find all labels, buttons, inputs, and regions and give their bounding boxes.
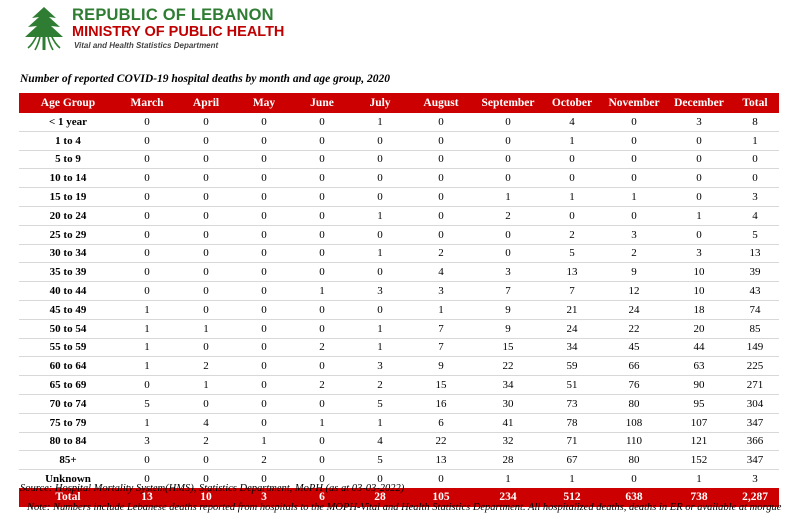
total-cell: 6 xyxy=(293,488,351,507)
value-cell: 0 xyxy=(203,285,209,298)
value-cell: 1 xyxy=(569,191,575,204)
value-cell: 24 xyxy=(566,322,578,335)
value-cell: 5 xyxy=(752,228,758,241)
value-cell: 0 xyxy=(319,247,325,260)
footnote: Note: Numbers include Lebanese deaths reported from hospitals to the MOPH-Vital and Health Statistics Department. All hospitalized deaths, deaths in ER or available at morgue xyxy=(27,502,782,513)
ministry-header xyxy=(22,4,284,60)
value-cell: 4 xyxy=(377,435,383,448)
value-cell: 0 xyxy=(377,303,383,316)
value-cell: 0 xyxy=(261,153,267,166)
value-cell: 5 xyxy=(569,247,575,260)
table-row xyxy=(19,113,779,131)
value-cell: 0 xyxy=(319,322,325,335)
table-row xyxy=(19,394,779,413)
value-cell: 0 xyxy=(505,247,511,260)
column-header: October xyxy=(543,93,601,113)
value-cell: 5 xyxy=(144,397,150,410)
value-cell: 0 xyxy=(438,153,444,166)
value-cell: 0 xyxy=(203,134,209,147)
value-cell: 3 xyxy=(696,247,702,260)
age-group-cell: 35 to 39 xyxy=(49,266,87,279)
value-cell: 0 xyxy=(203,397,209,410)
value-cell: 1 xyxy=(505,191,511,204)
value-cell: 2 xyxy=(203,435,209,448)
value-cell: 30 xyxy=(502,397,514,410)
value-cell: 0 xyxy=(631,153,637,166)
value-cell: 0 xyxy=(203,115,209,128)
value-cell: 71 xyxy=(566,435,578,448)
table-row xyxy=(19,225,779,244)
column-header: Age Group xyxy=(19,93,117,113)
value-cell: 1 xyxy=(505,473,511,486)
value-cell: 21 xyxy=(566,303,578,316)
value-cell: 2 xyxy=(438,247,444,260)
value-cell: 2 xyxy=(261,454,267,467)
value-cell: 59 xyxy=(566,360,578,373)
value-cell: 0 xyxy=(261,322,267,335)
value-cell: 0 xyxy=(144,247,150,260)
table-title: Number of reported COVID-19 hospital deaths by month and age group, 2020 xyxy=(20,73,390,85)
value-cell: 13 xyxy=(566,266,578,279)
value-cell: 43 xyxy=(749,285,761,298)
value-cell: 347 xyxy=(746,416,764,429)
table-row xyxy=(19,169,779,188)
value-cell: 1 xyxy=(144,322,150,335)
value-cell: 7 xyxy=(438,322,444,335)
total-cell: 738 xyxy=(667,488,731,507)
value-cell: 110 xyxy=(625,435,643,448)
value-cell: 2 xyxy=(319,379,325,392)
value-cell: 1 xyxy=(377,341,383,354)
value-cell: 0 xyxy=(377,473,383,486)
value-cell: 0 xyxy=(319,360,325,373)
value-cell: 8 xyxy=(752,115,758,128)
age-group-cell: 10 to 14 xyxy=(49,172,87,185)
value-cell: 0 xyxy=(377,134,383,147)
value-cell: 4 xyxy=(569,115,575,128)
table-row xyxy=(19,300,779,319)
value-cell: 0 xyxy=(438,115,444,128)
age-group-cell: 20 to 24 xyxy=(49,209,87,222)
total-label: Total xyxy=(19,488,117,507)
table-row xyxy=(19,432,779,451)
value-cell: 67 xyxy=(566,454,578,467)
value-cell: 1 xyxy=(377,247,383,260)
value-cell: 22 xyxy=(502,360,514,373)
value-cell: 0 xyxy=(144,209,150,222)
value-cell: 15 xyxy=(502,341,514,354)
value-cell: 3 xyxy=(752,473,758,486)
value-cell: 28 xyxy=(502,454,514,467)
value-cell: 0 xyxy=(377,191,383,204)
value-cell: 0 xyxy=(631,209,637,222)
value-cell: 7 xyxy=(438,341,444,354)
value-cell: 44 xyxy=(693,341,705,354)
value-cell: 13 xyxy=(435,454,447,467)
value-cell: 0 xyxy=(203,153,209,166)
value-cell: 0 xyxy=(377,172,383,185)
value-cell: 0 xyxy=(505,172,511,185)
value-cell: 1 xyxy=(144,341,150,354)
value-cell: 271 xyxy=(746,379,764,392)
age-group-cell: 55 to 59 xyxy=(49,341,87,354)
value-cell: 0 xyxy=(144,228,150,241)
value-cell: 0 xyxy=(696,153,702,166)
table-row xyxy=(19,282,779,301)
value-cell: 1 xyxy=(696,473,702,486)
value-cell: 0 xyxy=(438,172,444,185)
source-note: Source: Hospital Mortality System(HMS), Statistics Department, MoPH (as at 03-03-2022) xyxy=(20,483,405,494)
value-cell: 1 xyxy=(377,416,383,429)
value-cell: 0 xyxy=(261,228,267,241)
table-body xyxy=(19,113,779,488)
value-cell: 0 xyxy=(319,115,325,128)
value-cell: 22 xyxy=(628,322,640,335)
value-cell: 0 xyxy=(203,303,209,316)
value-cell: 0 xyxy=(569,172,575,185)
value-cell: 0 xyxy=(144,285,150,298)
total-cell: 2,287 xyxy=(731,488,779,507)
age-group-cell: 70 to 74 xyxy=(49,397,87,410)
value-cell: 63 xyxy=(693,360,705,373)
cedar-tree-logo xyxy=(22,4,66,52)
value-cell: 0 xyxy=(696,191,702,204)
value-cell: 7 xyxy=(505,285,511,298)
total-cell: 638 xyxy=(601,488,667,507)
value-cell: 10 xyxy=(693,266,705,279)
header-row xyxy=(19,93,779,113)
value-cell: 9 xyxy=(505,322,511,335)
total-cell: 512 xyxy=(543,488,601,507)
value-cell: 0 xyxy=(438,228,444,241)
age-group-cell: 25 to 29 xyxy=(49,228,87,241)
age-group-cell: 1 to 4 xyxy=(55,134,81,147)
value-cell: 10 xyxy=(693,285,705,298)
value-cell: 1 xyxy=(203,379,209,392)
age-group-cell: 75 to 79 xyxy=(49,416,87,429)
value-cell: 3 xyxy=(377,360,383,373)
value-cell: 1 xyxy=(631,191,637,204)
value-cell: 0 xyxy=(752,153,758,166)
value-cell: 85 xyxy=(749,322,761,335)
value-cell: 22 xyxy=(435,435,447,448)
value-cell: 225 xyxy=(746,360,764,373)
age-group-cell: 50 to 54 xyxy=(49,322,87,335)
age-group-cell: Unknown xyxy=(45,473,91,486)
value-cell: 0 xyxy=(505,228,511,241)
value-cell: 0 xyxy=(631,172,637,185)
table-row xyxy=(19,338,779,357)
value-cell: 0 xyxy=(319,191,325,204)
value-cell: 78 xyxy=(566,416,578,429)
value-cell: 0 xyxy=(261,379,267,392)
age-group-cell: 40 to 44 xyxy=(49,285,87,298)
value-cell: 0 xyxy=(319,228,325,241)
value-cell: 0 xyxy=(319,266,325,279)
value-cell: 108 xyxy=(625,416,643,429)
table-row xyxy=(19,451,779,470)
column-header: July xyxy=(351,93,409,113)
age-group-cell: 65 to 69 xyxy=(49,379,87,392)
value-cell: 121 xyxy=(690,435,708,448)
value-cell: 4 xyxy=(203,416,209,429)
total-cell: 234 xyxy=(473,488,543,507)
value-cell: 3 xyxy=(631,228,637,241)
total-cell: 28 xyxy=(351,488,409,507)
value-cell: 1 xyxy=(319,416,325,429)
value-cell: 0 xyxy=(319,209,325,222)
value-cell: 304 xyxy=(746,397,764,410)
value-cell: 66 xyxy=(628,360,640,373)
value-cell: 0 xyxy=(261,397,267,410)
value-cell: 0 xyxy=(569,209,575,222)
total-cell: 3 xyxy=(235,488,293,507)
value-cell: 76 xyxy=(628,379,640,392)
value-cell: 0 xyxy=(631,115,637,128)
value-cell: 0 xyxy=(377,228,383,241)
age-group-cell: < 1 year xyxy=(48,115,88,128)
value-cell: 0 xyxy=(144,454,150,467)
value-cell: 80 xyxy=(628,454,640,467)
value-cell: 2 xyxy=(319,341,325,354)
value-cell: 0 xyxy=(696,134,702,147)
total-cell: 13 xyxy=(117,488,177,507)
value-cell: 95 xyxy=(693,397,705,410)
value-cell: 0 xyxy=(261,115,267,128)
value-cell: 1 xyxy=(569,134,575,147)
value-cell: 0 xyxy=(144,153,150,166)
value-cell: 152 xyxy=(690,454,708,467)
value-cell: 90 xyxy=(693,379,705,392)
value-cell: 0 xyxy=(261,416,267,429)
table-row xyxy=(19,413,779,432)
column-header: April xyxy=(177,93,235,113)
value-cell: 0 xyxy=(261,303,267,316)
value-cell: 32 xyxy=(502,435,514,448)
table-row xyxy=(19,263,779,282)
value-cell: 3 xyxy=(144,435,150,448)
value-cell: 12 xyxy=(628,285,640,298)
value-cell: 80 xyxy=(628,397,640,410)
age-group-cell: 85+ xyxy=(59,454,77,467)
value-cell: 0 xyxy=(203,266,209,279)
value-cell: 13 xyxy=(749,247,761,260)
value-cell: 0 xyxy=(319,397,325,410)
age-group-cell: 80 to 84 xyxy=(49,435,87,448)
value-cell: 0 xyxy=(505,134,511,147)
republic-title: REPUBLIC OF LEBANON xyxy=(72,6,274,24)
value-cell: 0 xyxy=(203,247,209,260)
ministry-title: MINISTRY OF PUBLIC HEALTH xyxy=(72,24,285,40)
value-cell: 3 xyxy=(377,285,383,298)
value-cell: 0 xyxy=(203,341,209,354)
value-cell: 9 xyxy=(505,303,511,316)
value-cell: 3 xyxy=(696,115,702,128)
value-cell: 16 xyxy=(435,397,447,410)
value-cell: 1 xyxy=(377,115,383,128)
value-cell: 5 xyxy=(377,454,383,467)
value-cell: 0 xyxy=(261,473,267,486)
value-cell: 0 xyxy=(696,172,702,185)
value-cell: 1 xyxy=(377,209,383,222)
value-cell: 0 xyxy=(144,266,150,279)
value-cell: 3 xyxy=(438,285,444,298)
value-cell: 45 xyxy=(628,341,640,354)
value-cell: 41 xyxy=(502,416,514,429)
column-header: September xyxy=(473,93,543,113)
value-cell: 2 xyxy=(569,228,575,241)
age-group-cell: 30 to 34 xyxy=(49,247,87,260)
table-row xyxy=(19,206,779,225)
value-cell: 0 xyxy=(438,209,444,222)
value-cell: 0 xyxy=(203,209,209,222)
column-header: March xyxy=(117,93,177,113)
value-cell: 0 xyxy=(144,134,150,147)
value-cell: 2 xyxy=(377,379,383,392)
age-group-cell: 60 to 64 xyxy=(49,360,87,373)
value-cell: 0 xyxy=(438,473,444,486)
column-header: November xyxy=(601,93,667,113)
value-cell: 0 xyxy=(203,228,209,241)
value-cell: 0 xyxy=(752,172,758,185)
value-cell: 0 xyxy=(203,454,209,467)
value-cell: 34 xyxy=(566,341,578,354)
value-cell: 0 xyxy=(261,266,267,279)
value-cell: 0 xyxy=(261,360,267,373)
value-cell: 2 xyxy=(505,209,511,222)
table-row xyxy=(19,376,779,395)
value-cell: 0 xyxy=(144,115,150,128)
table-row xyxy=(19,150,779,169)
value-cell: 0 xyxy=(144,379,150,392)
value-cell: 4 xyxy=(752,209,758,222)
age-group-cell: 5 to 9 xyxy=(55,153,81,166)
value-cell: 0 xyxy=(569,153,575,166)
value-cell: 2 xyxy=(631,247,637,260)
value-cell: 149 xyxy=(746,341,764,354)
value-cell: 0 xyxy=(261,341,267,354)
value-cell: 74 xyxy=(749,303,761,316)
value-cell: 0 xyxy=(144,172,150,185)
column-header: August xyxy=(409,93,473,113)
value-cell: 107 xyxy=(690,416,708,429)
value-cell: 0 xyxy=(319,473,325,486)
value-cell: 1 xyxy=(438,303,444,316)
value-cell: 0 xyxy=(377,266,383,279)
value-cell: 1 xyxy=(144,360,150,373)
value-cell: 0 xyxy=(696,228,702,241)
age-group-cell: 45 to 49 xyxy=(49,303,87,316)
value-cell: 24 xyxy=(628,303,640,316)
value-cell: 0 xyxy=(144,191,150,204)
value-cell: 0 xyxy=(261,247,267,260)
value-cell: 1 xyxy=(319,285,325,298)
value-cell: 1 xyxy=(377,322,383,335)
value-cell: 0 xyxy=(631,134,637,147)
table-row xyxy=(19,319,779,338)
value-cell: 9 xyxy=(438,360,444,373)
value-cell: 39 xyxy=(749,266,761,279)
value-cell: 0 xyxy=(261,209,267,222)
column-header: Total xyxy=(731,93,779,113)
value-cell: 366 xyxy=(746,435,764,448)
value-cell: 0 xyxy=(144,473,150,486)
value-cell: 0 xyxy=(438,191,444,204)
age-group-cell: 15 to 19 xyxy=(49,191,87,204)
column-header: December xyxy=(667,93,731,113)
value-cell: 0 xyxy=(203,191,209,204)
value-cell: 34 xyxy=(502,379,514,392)
value-cell: 0 xyxy=(203,172,209,185)
total-cell: 105 xyxy=(409,488,473,507)
value-cell: 0 xyxy=(319,303,325,316)
deaths-table xyxy=(19,93,779,507)
value-cell: 15 xyxy=(435,379,447,392)
table-header xyxy=(19,93,779,113)
value-cell: 3 xyxy=(505,266,511,279)
value-cell: 3 xyxy=(752,191,758,204)
value-cell: 5 xyxy=(377,397,383,410)
value-cell: 0 xyxy=(319,172,325,185)
value-cell: 1 xyxy=(696,209,702,222)
value-cell: 4 xyxy=(438,266,444,279)
table-row xyxy=(19,188,779,207)
value-cell: 20 xyxy=(693,322,705,335)
value-cell: 0 xyxy=(438,134,444,147)
value-cell: 73 xyxy=(566,397,578,410)
value-cell: 18 xyxy=(693,303,705,316)
value-cell: 0 xyxy=(377,153,383,166)
value-cell: 0 xyxy=(505,115,511,128)
value-cell: 1 xyxy=(569,473,575,486)
value-cell: 0 xyxy=(319,435,325,448)
value-cell: 6 xyxy=(438,416,444,429)
value-cell: 0 xyxy=(261,172,267,185)
table-row xyxy=(19,131,779,150)
value-cell: 9 xyxy=(631,266,637,279)
value-cell: 0 xyxy=(203,473,209,486)
value-cell: 1 xyxy=(144,416,150,429)
value-cell: 0 xyxy=(261,285,267,298)
value-cell: 0 xyxy=(631,473,637,486)
value-cell: 0 xyxy=(319,153,325,166)
column-header: May xyxy=(235,93,293,113)
total-cell: 10 xyxy=(177,488,235,507)
value-cell: 1 xyxy=(203,322,209,335)
value-cell: 2 xyxy=(203,360,209,373)
table-row xyxy=(19,357,779,376)
value-cell: 0 xyxy=(261,134,267,147)
column-header: June xyxy=(293,93,351,113)
department-subtitle: Vital and Health Statistics Department xyxy=(74,41,219,50)
value-cell: 0 xyxy=(505,153,511,166)
value-cell: 0 xyxy=(261,191,267,204)
table-row xyxy=(19,244,779,263)
value-cell: 1 xyxy=(261,435,267,448)
value-cell: 0 xyxy=(319,454,325,467)
value-cell: 1 xyxy=(752,134,758,147)
value-cell: 347 xyxy=(746,454,764,467)
value-cell: 7 xyxy=(569,285,575,298)
value-cell: 1 xyxy=(144,303,150,316)
value-cell: 51 xyxy=(566,379,578,392)
value-cell: 0 xyxy=(319,134,325,147)
